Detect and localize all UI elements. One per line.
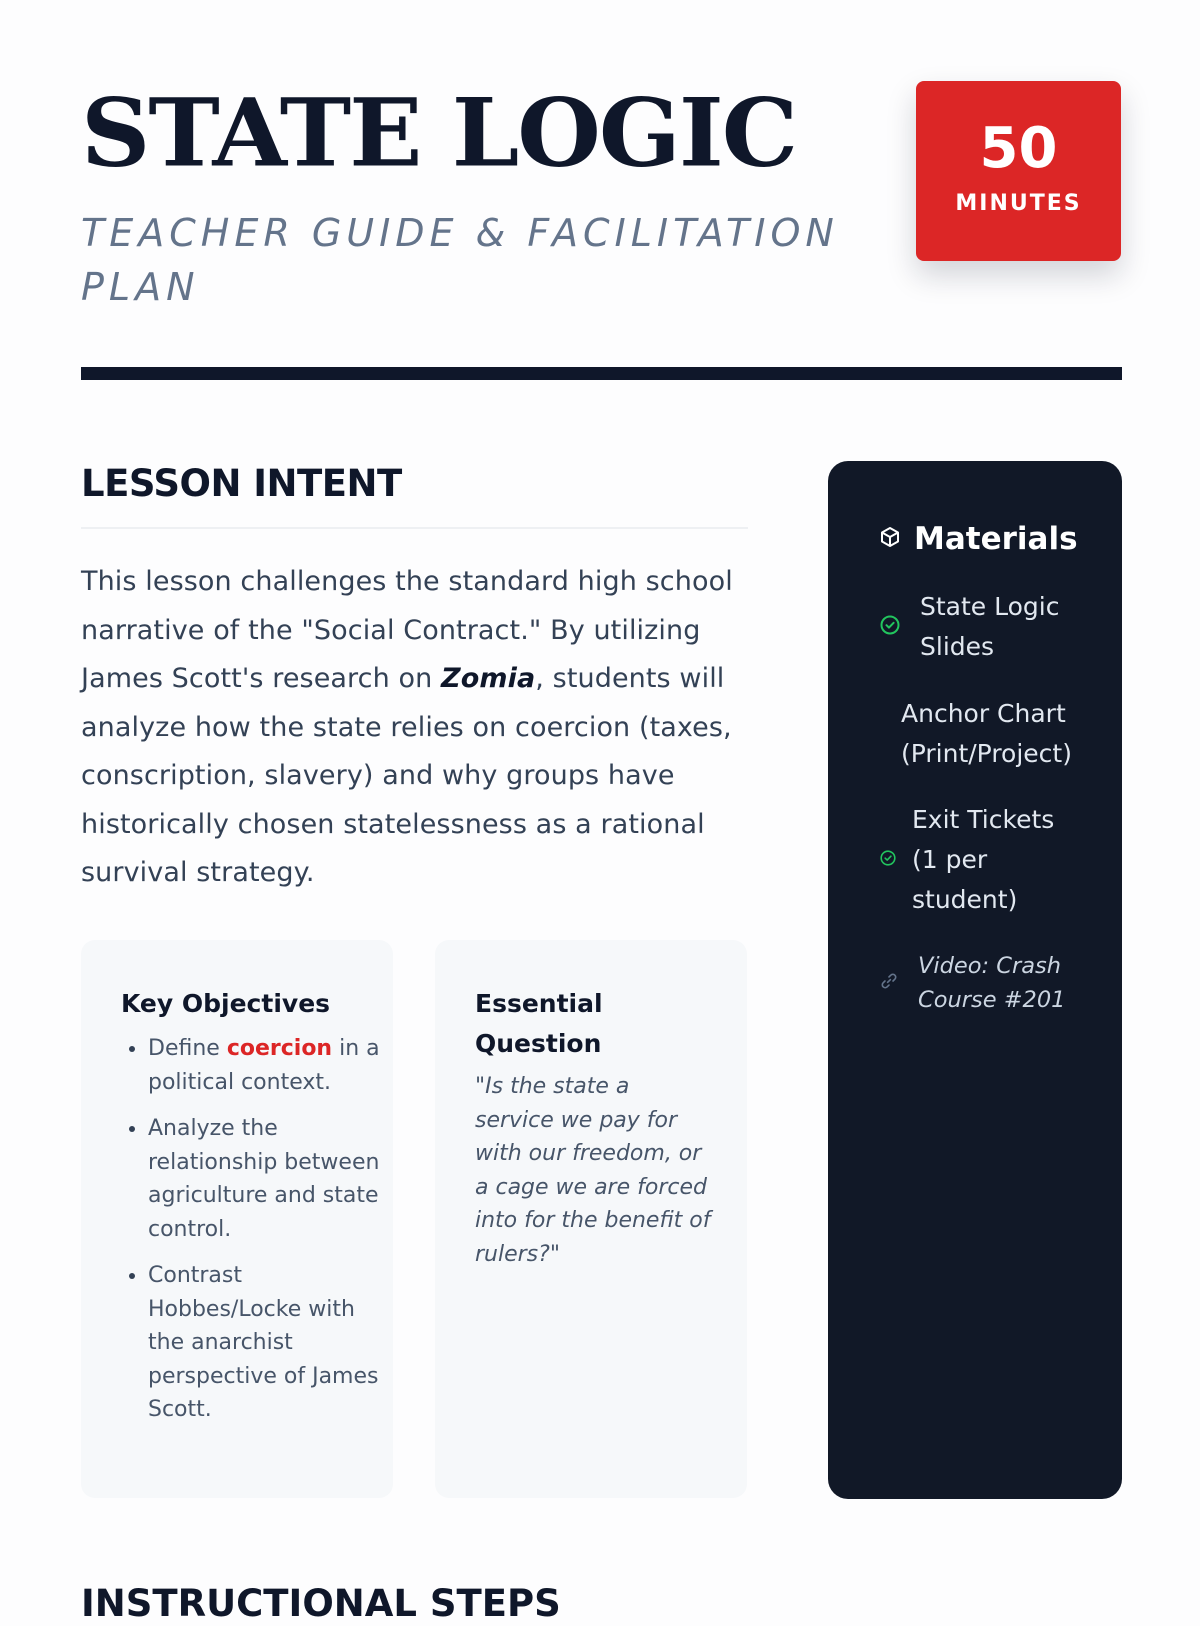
materials-item <box>880 587 1090 667</box>
check-circle-icon <box>880 615 900 640</box>
cube-icon <box>880 526 900 553</box>
objective-item: • Contrast Hobbes/Locke with the anarchist perspective of James Scott. <box>148 1259 388 1427</box>
key-objectives-heading: Key Objectives <box>121 989 331 1018</box>
page-subtitle: TEACHER GUIDE & FACILITATION PLAN <box>81 211 839 309</box>
lesson-intent-divider <box>81 527 748 529</box>
lesson-intent-heading: LESSON INTENT <box>81 462 402 505</box>
header-divider <box>81 367 1122 380</box>
objective-keyword: coercion <box>226 1036 333 1061</box>
duration-unit: MINUTES <box>955 191 1082 216</box>
link-icon <box>880 972 898 995</box>
instructional-steps-heading: INSTRUCTIONAL STEPS <box>81 1582 561 1625</box>
page-title: STATE LOGIC <box>81 77 797 188</box>
check-circle-icon <box>880 850 896 871</box>
materials-header <box>880 519 1078 559</box>
materials-item[interactable] <box>880 950 1078 1017</box>
duration-badge <box>916 81 1121 261</box>
materials-item-label: State Logic Slides <box>920 592 1060 661</box>
intent-text-after: , students will analyze how the state relies on coercion (taxes, conscription, slavery) and why groups have historically chosen statelessness as a rational survival strategy. <box>81 663 732 888</box>
intent-text-before: This lesson challenges the standard high school narrative of the "Social Contract." By utilizing James Scott's research on <box>81 566 733 694</box>
objectives-list <box>121 1032 388 1440</box>
essential-question-quote: "Is the state a service we pay for with our freedom, or a cage we are forced into for the benefit of rulers?" <box>475 1074 711 1267</box>
objective-1-before: Define <box>148 1036 227 1061</box>
materials-item-label[interactable]: Video: Crash Course #201 <box>918 953 1066 1013</box>
duration-value: 50 <box>979 116 1058 181</box>
lesson-intent-text <box>81 558 748 898</box>
materials-item <box>901 694 1101 774</box>
key-objectives-card <box>81 940 393 1498</box>
materials-heading: Materials <box>914 521 1078 557</box>
materials-item <box>880 800 1072 920</box>
intent-emphasis: Zomia <box>441 663 536 694</box>
materials-item-label: Anchor Chart (Print/Project) <box>901 699 1072 768</box>
objective-item: • Analyze the relationship between agriculture and state control. <box>148 1112 388 1246</box>
essential-question-card <box>435 940 747 1498</box>
objective-item <box>148 1032 388 1099</box>
objective-1-after: in a political context. <box>148 1036 380 1095</box>
essential-question-heading: Essential Question <box>475 989 603 1058</box>
materials-item-label: Exit Tickets (1 per student) <box>912 805 1055 914</box>
